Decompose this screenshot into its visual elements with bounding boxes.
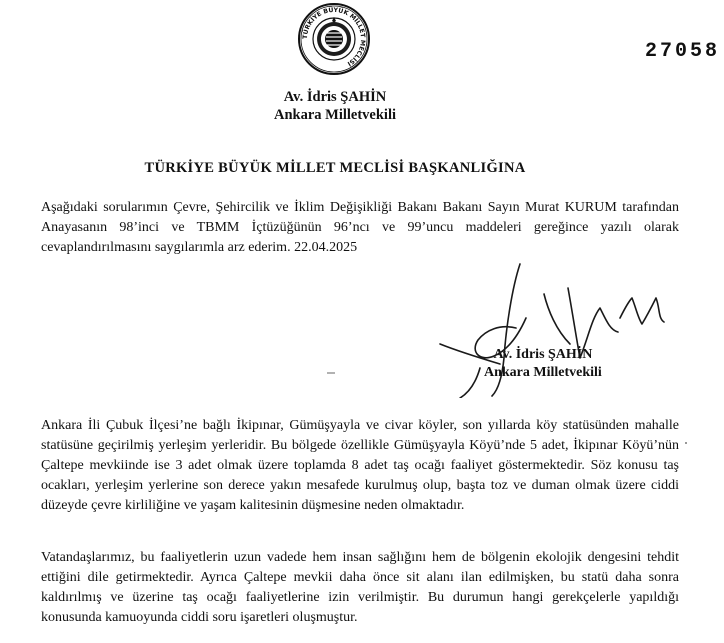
- body-paragraph-2: Vatandaşlarımız, bu faaliyetlerin uzun vadede hem insan sağlığını hem de bölgenin ekolojik dengesini tehdit ettiğini dile getirmektedir. Ayrıca Çaltepe mevkii daha önce sit alanı ilan edilmişken, bu statü daha sonra kaldırılmış ve üzerine taş ocağı faaliyetlerine izin verilmiştir. Bu durumun hangi gerekçelerle yapıldığı konusunda kamuoyunda ciddi soru işaretleri oluşmuştur.: [41, 550, 679, 625]
- signature-name: Av. İdris ŞAHİN: [493, 347, 593, 362]
- tbmm-seal-logo: [297, 2, 371, 76]
- sender-name: Av. İdris ŞAHİN: [283, 89, 387, 105]
- stray-dot: [683, 440, 689, 446]
- document-number: 27058: [644, 40, 720, 63]
- body-paragraph-1: Ankara İli Çubuk İlçesi’ne bağlı İkipınar, Gümüşyayla ve civar köyler, son yıllarda köy statüsünden mahalle statüsüne geçirilmiş yerleşim yerleridir. Bu bölgede özellikle Gümüşyayla Köyü’nde 5 adet, İkipınar Köyü’nün Çaltepe mevkiinde ise 3 adet olmak üzere toplamda 8 adet taş ocağı faaliyet göstermektedir. Söz konusu taş ocakları, yerleşim yerlerine son derece yakın mesafede kurulmuş olup, başta toz ve duman olmak üzere ciddi düzeyde çevre kirliliğine ve yaşam kalitesinin düşmesine neden olmaktadır.: [41, 418, 679, 513]
- seal-text: TÜRKİYE BÜYÜK MİLLET MECLİSİ: [301, 6, 367, 67]
- stray-mark: [326, 370, 336, 376]
- sender-title: Ankara Milletvekili: [273, 107, 397, 123]
- handwritten-signature: [420, 258, 680, 398]
- document-title: TÜRKİYE BÜYÜK MİLLET MECLİSİ BAŞKANLIĞINA: [144, 160, 526, 176]
- signature-title: Ankara Milletvekili: [484, 365, 602, 380]
- intro-paragraph: Aşağıdaki sorularımın Çevre, Şehircilik ve İklim Değişikliği Bakanı Bakanı Sayın Murat KURUM tarafından Anayasanın 98’inci ve TBMM İçtüzüğünün 96’ncı ve 99’uncu maddeleri gereğince yazılı olarak cevaplandırılmasını saygılarımla arz ederim. 22.04.2025: [41, 200, 679, 255]
